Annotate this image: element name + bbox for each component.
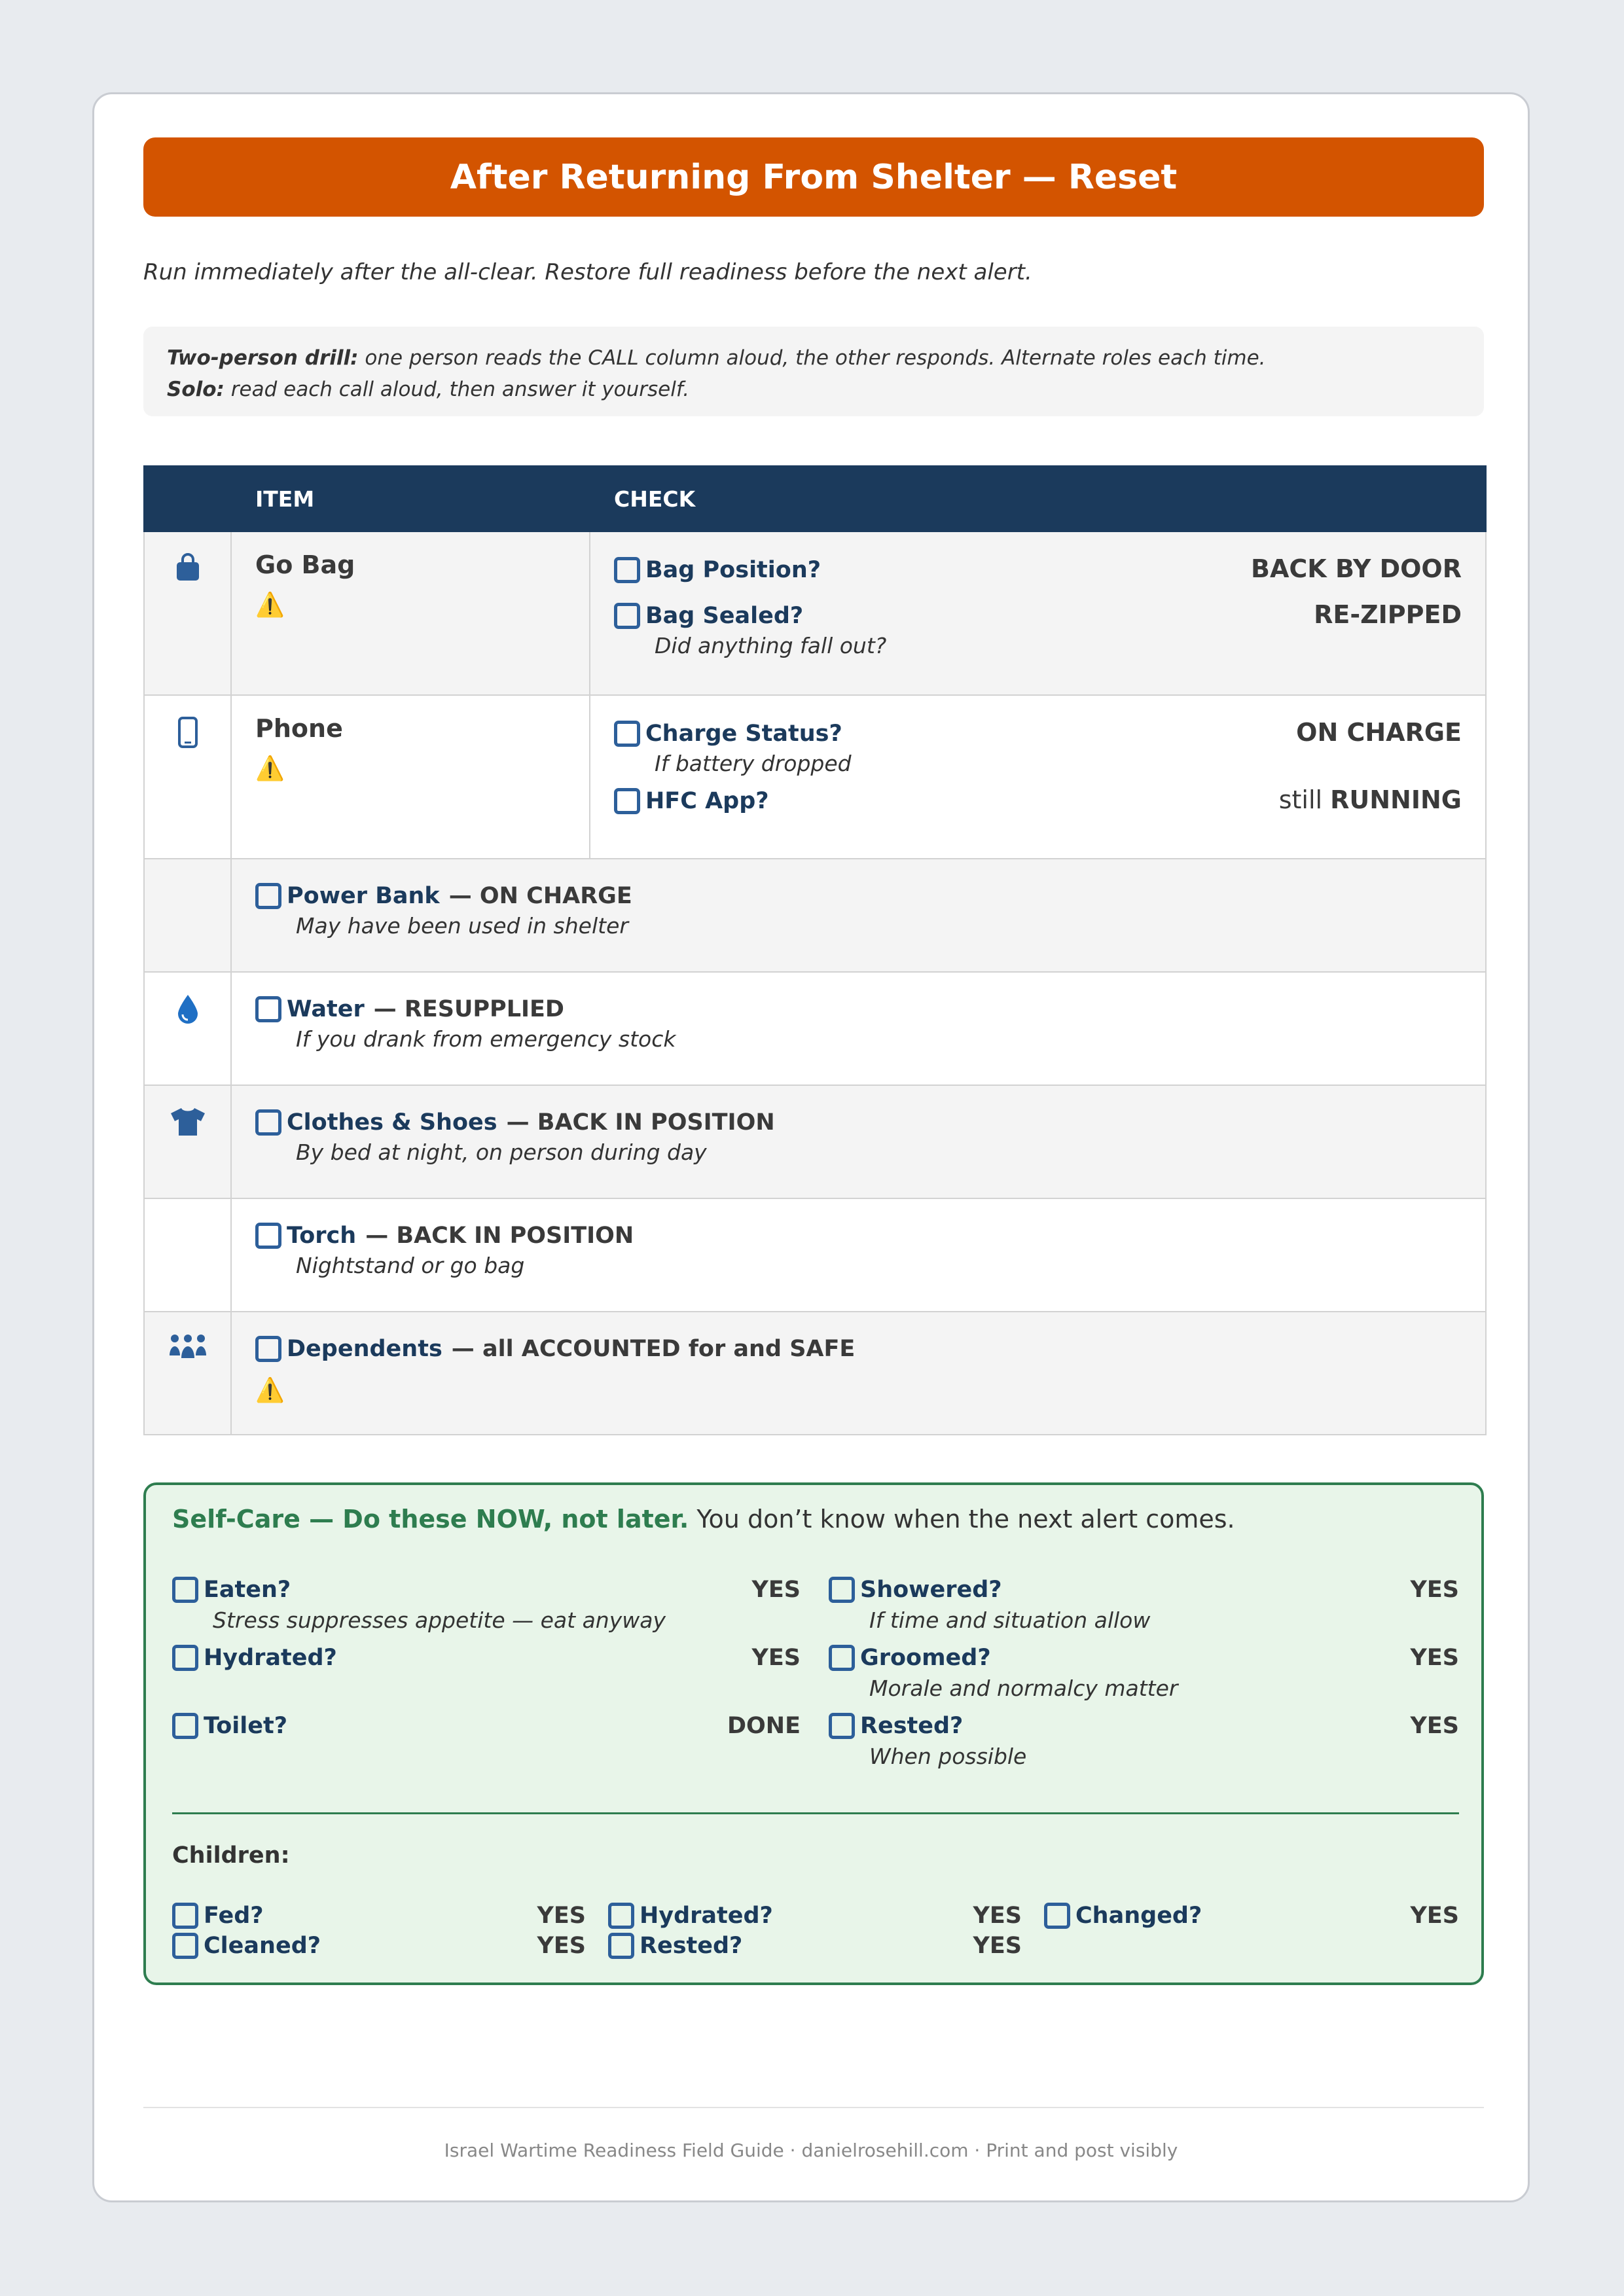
check-note: When possible xyxy=(869,1744,1027,1769)
checkbox[interactable] xyxy=(255,1223,281,1249)
check-note: Morale and normalcy matter xyxy=(869,1676,1178,1701)
check-response: DONE xyxy=(727,1713,801,1739)
check-response: — all ACCOUNTED for and SAFE xyxy=(451,1336,856,1362)
check-response: YES xyxy=(751,1577,801,1603)
shirt-icon xyxy=(170,1107,206,1137)
selfcare-left-column xyxy=(172,1570,801,1739)
checkbox[interactable] xyxy=(1044,1903,1070,1929)
table-row xyxy=(144,859,1486,972)
warning-icon: ⚠️ xyxy=(255,1377,285,1404)
list-item xyxy=(608,1899,1022,1929)
list-item xyxy=(172,1899,586,1929)
selfcare-title-rest: You don’t know when the next alert comes. xyxy=(689,1505,1235,1534)
selfcare-right-column xyxy=(829,1570,1459,1774)
water-drop-icon xyxy=(177,994,199,1025)
checkbox[interactable] xyxy=(614,788,640,814)
check-line xyxy=(232,996,1485,1022)
children-column xyxy=(172,1899,586,1959)
checkbox[interactable] xyxy=(172,1933,198,1959)
check-response: YES xyxy=(1410,1713,1459,1739)
check-line xyxy=(590,718,1485,747)
check-call: HFC App? xyxy=(645,788,769,814)
header-icon-col xyxy=(144,466,231,531)
check-call: Hydrated? xyxy=(640,1903,773,1929)
selfcare-divider xyxy=(172,1812,1459,1814)
solo-text: read each call aloud, then answer it yourself. xyxy=(224,378,690,401)
check-response: BACK BY DOOR xyxy=(1251,554,1462,583)
check-response: YES xyxy=(1410,1903,1459,1929)
check-note xyxy=(172,1671,801,1706)
check-response: YES xyxy=(973,1933,1022,1959)
check-response: ON CHARGE xyxy=(1296,718,1462,747)
list-item xyxy=(829,1638,1459,1671)
check-line xyxy=(590,554,1485,583)
two-person-text: one person reads the CALL column aloud, the other responds. Alternate roles each time. xyxy=(358,346,1266,370)
check-note: Stress suppresses appetite — eat anyway xyxy=(213,1607,666,1633)
checkbox[interactable] xyxy=(255,1109,281,1136)
check-call: Changed? xyxy=(1075,1903,1202,1929)
check-call: Bag Position? xyxy=(645,557,821,583)
check-call: Power Bank xyxy=(287,883,440,909)
check-call: Torch xyxy=(287,1223,357,1249)
table-row xyxy=(144,695,1486,859)
check-response xyxy=(1279,785,1462,814)
list-item xyxy=(608,1929,1022,1959)
response-prefix: still xyxy=(1278,785,1331,814)
table-row xyxy=(144,1198,1486,1312)
checkbox[interactable] xyxy=(614,721,640,747)
checkbox[interactable] xyxy=(255,883,281,909)
check-note: If battery dropped xyxy=(655,751,852,776)
list-item xyxy=(172,1706,801,1739)
checkbox[interactable] xyxy=(608,1903,634,1929)
children-column xyxy=(608,1899,1022,1959)
header-check: CHECK xyxy=(590,466,1486,531)
check-line xyxy=(232,1109,1485,1136)
response-value: RUNNING xyxy=(1330,785,1462,814)
check-call: Showered? xyxy=(860,1577,1002,1603)
warning-icon: ⚠️ xyxy=(255,755,285,782)
table-header-row xyxy=(144,466,1486,531)
checkbox[interactable] xyxy=(829,1577,855,1603)
check-call: Fed? xyxy=(204,1903,264,1929)
list-item xyxy=(172,1929,586,1959)
checklist-table xyxy=(143,465,1487,1435)
check-response: YES xyxy=(537,1903,586,1929)
check-note: If time and situation allow xyxy=(869,1607,1151,1633)
item-name: Phone xyxy=(255,714,343,743)
check-response: YES xyxy=(973,1903,1022,1929)
family-icon xyxy=(168,1333,208,1361)
footer-divider xyxy=(143,2107,1484,2108)
check-call: Bag Sealed? xyxy=(645,603,804,629)
children-column xyxy=(1044,1899,1459,1929)
check-response: YES xyxy=(1410,1645,1459,1671)
check-line xyxy=(232,1336,1485,1362)
table-row xyxy=(144,1085,1486,1198)
check-response: — ON CHARGE xyxy=(448,883,632,909)
checkbox[interactable] xyxy=(172,1645,198,1671)
table-row xyxy=(144,1312,1486,1435)
list-item xyxy=(172,1570,801,1603)
check-line xyxy=(590,600,1485,629)
check-call: Rested? xyxy=(860,1713,964,1739)
checkbox[interactable] xyxy=(172,1577,198,1603)
checkbox[interactable] xyxy=(614,557,640,583)
check-line xyxy=(232,1223,1485,1249)
list-item xyxy=(1044,1899,1459,1929)
check-note: Did anything fall out? xyxy=(655,633,887,658)
check-note: By bed at night, on person during day xyxy=(296,1139,707,1165)
check-call: Groomed? xyxy=(860,1645,991,1671)
checkbox[interactable] xyxy=(829,1713,855,1739)
checkbox[interactable] xyxy=(172,1713,198,1739)
checkbox[interactable] xyxy=(829,1645,855,1671)
check-note: If you drank from emergency stock xyxy=(296,1026,676,1052)
check-call: Hydrated? xyxy=(204,1645,337,1671)
list-item xyxy=(172,1638,801,1671)
checkbox[interactable] xyxy=(172,1903,198,1929)
check-response: — BACK IN POSITION xyxy=(506,1109,775,1136)
header-item: ITEM xyxy=(231,466,590,531)
check-response: — RESUPPLIED xyxy=(373,996,564,1022)
intro-text: Run immediately after the all-clear. Restore full readiness before the next alert. xyxy=(143,259,1032,285)
selfcare-title xyxy=(172,1505,1235,1534)
check-response: — BACK IN POSITION xyxy=(365,1223,634,1249)
page-title: After Returning From Shelter — Reset xyxy=(143,137,1484,217)
footer-text: Israel Wartime Readiness Field Guide · danielrosehill.com · Print and post visibly xyxy=(444,2140,1178,2161)
check-call: Rested? xyxy=(640,1933,743,1959)
item-name: Go Bag xyxy=(255,550,355,579)
checkbox[interactable] xyxy=(255,1336,281,1362)
check-call: Dependents xyxy=(287,1336,442,1362)
check-call: Toilet? xyxy=(204,1713,288,1739)
phone-icon xyxy=(178,717,198,748)
check-response: YES xyxy=(1410,1577,1459,1603)
check-call: Eaten? xyxy=(204,1577,291,1603)
check-line xyxy=(590,785,1485,814)
two-person-label: Two-person drill: xyxy=(167,346,359,370)
selfcare-title-bold: Self-Care — Do these NOW, not later. xyxy=(172,1505,689,1534)
check-response: RE-ZIPPED xyxy=(1314,600,1462,629)
list-item xyxy=(829,1706,1459,1739)
solo-label: Solo: xyxy=(167,378,225,401)
checkbox[interactable] xyxy=(255,996,281,1022)
check-response: YES xyxy=(537,1933,586,1959)
check-line xyxy=(232,883,1485,909)
check-response: YES xyxy=(751,1645,801,1671)
list-item xyxy=(829,1570,1459,1603)
check-call: Water xyxy=(287,996,365,1022)
warning-icon: ⚠️ xyxy=(255,592,285,619)
check-call: Clothes & Shoes xyxy=(287,1109,497,1136)
check-call: Cleaned? xyxy=(204,1933,321,1959)
checkbox[interactable] xyxy=(608,1933,634,1959)
drill-instructions xyxy=(143,327,1484,416)
check-call: Charge Status? xyxy=(645,721,842,747)
bag-icon xyxy=(175,553,201,582)
check-note: Nightstand or go bag xyxy=(296,1253,525,1278)
selfcare-box xyxy=(143,1482,1484,1985)
table-row xyxy=(144,531,1486,695)
table-row xyxy=(144,972,1486,1085)
checkbox[interactable] xyxy=(614,603,640,629)
children-label: Children: xyxy=(172,1842,290,1869)
page-card xyxy=(92,92,1530,2202)
check-note: May have been used in shelter xyxy=(296,913,628,939)
